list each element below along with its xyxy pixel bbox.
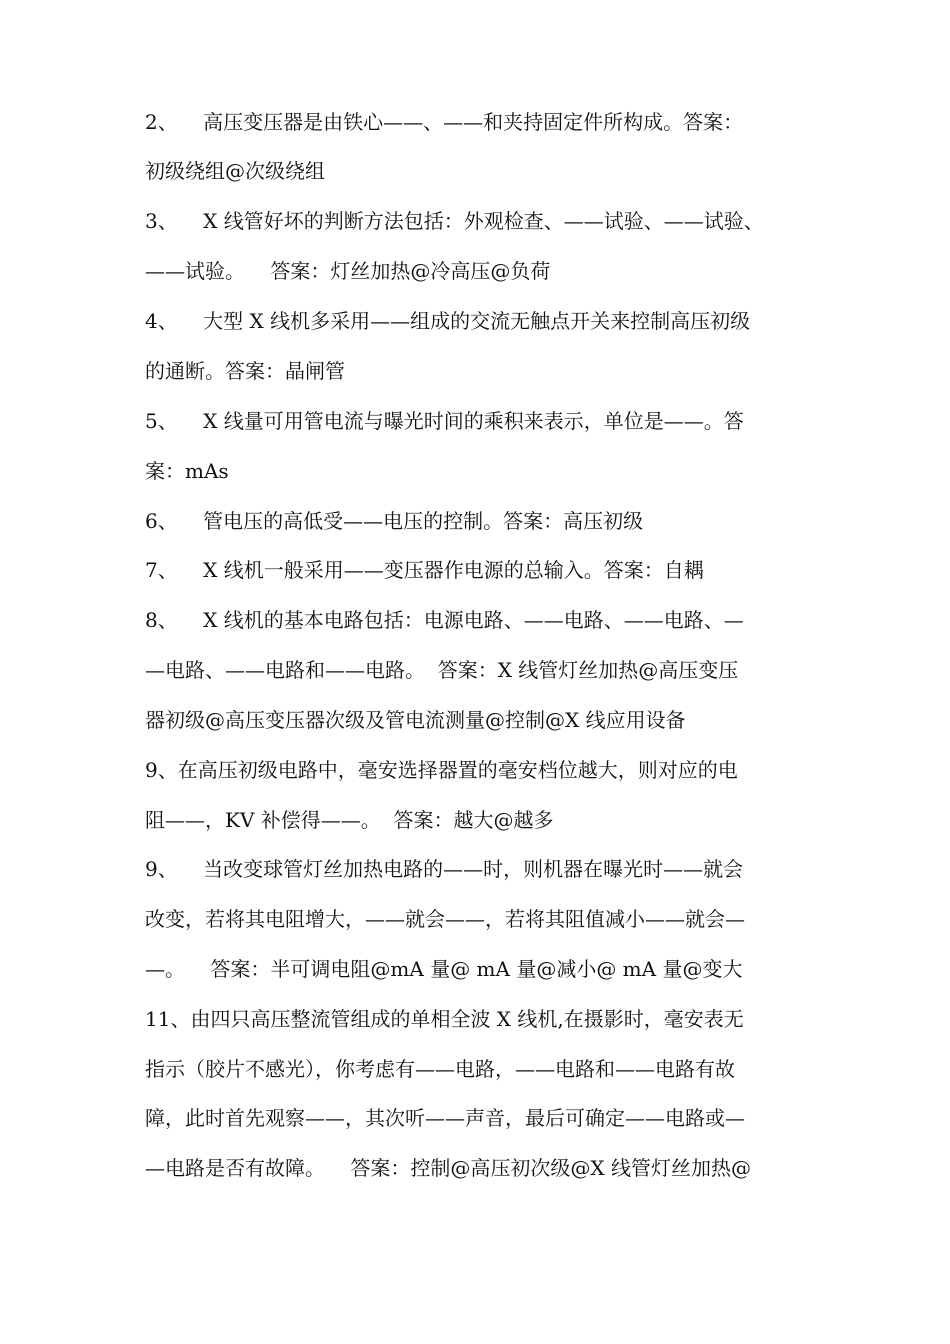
question-4-line-2: 的通断。答案：晶闸管 — [145, 359, 345, 383]
question-8-line-2: —电路、——电路和——电路。 答案：X 线管灯丝加热@高压变压 — [145, 658, 739, 682]
question-11-line-3: 障，此时首先观察——，其次听——声音，最后可确定——电路或— — [145, 1106, 745, 1130]
question-2-line-2: 初级绕组@次级绕组 — [145, 159, 325, 183]
question-9a-line-2: 阻——，KV 补偿得——。 答案：越大@越多 — [145, 808, 554, 832]
question-9a-line-1: 9、在高压初级电路中，毫安选择器置的毫安档位越大，则对应的电 — [145, 758, 738, 782]
question-9b-line-1: 9、 当改变球管灯丝加热电路的——时，则机器在曝光时——就会 — [145, 857, 744, 881]
question-5-line-2: 案：mAs — [145, 459, 229, 483]
question-11-line-4: —电路是否有故障。 答案：控制@高压初次级@X 线管灯丝加热@ — [145, 1156, 752, 1180]
question-7-line-1: 7、 X 线机一般采用——变压器作电源的总输入。答案：自耦 — [145, 558, 704, 582]
question-6-line-1: 6、 管电压的高低受——电压的控制。答案：高压初级 — [145, 509, 644, 533]
question-11-line-1: 11、由四只高压整流管组成的单相全波 X 线机,在摄影时，毫安表无 — [145, 1007, 744, 1031]
question-11-line-2: 指示（胶片不感光），你考虑有——电路，——电路和——电路有故 — [145, 1057, 735, 1081]
question-3-line-1: 3、 X 线管好坏的判断方法包括：外观检查、——试验、——试验、 — [145, 209, 764, 233]
question-8-line-1: 8、 X 线机的基本电路包括：电源电路、——电路、——电路、— — [145, 608, 744, 632]
question-8-line-3: 器初级@高压变压器次级及管电流测量@控制@X 线应用设备 — [145, 708, 686, 732]
question-3-line-2: ——试验。 答案：灯丝加热@冷高压@负荷 — [145, 259, 551, 283]
question-4-line-1: 4、 大型 X 线机多采用——组成的交流无触点开关来控制高压初级 — [145, 309, 751, 333]
question-9b-line-2: 改变，若将其电阻增大，——就会——，若将其阻值减小——就会— — [145, 907, 745, 931]
question-5-line-1: 5、 X 线量可用管电流与曝光时间的乘积来表示，单位是——。答 — [145, 409, 744, 433]
question-2-line-1: 2、 高压变压器是由铁心——、——和夹持固定件所构成。答案： — [145, 110, 744, 134]
question-9b-line-3: —。 答案：半可调电阻@mA 量@ mA 量@减小@ mA 量@变大 — [145, 957, 743, 981]
